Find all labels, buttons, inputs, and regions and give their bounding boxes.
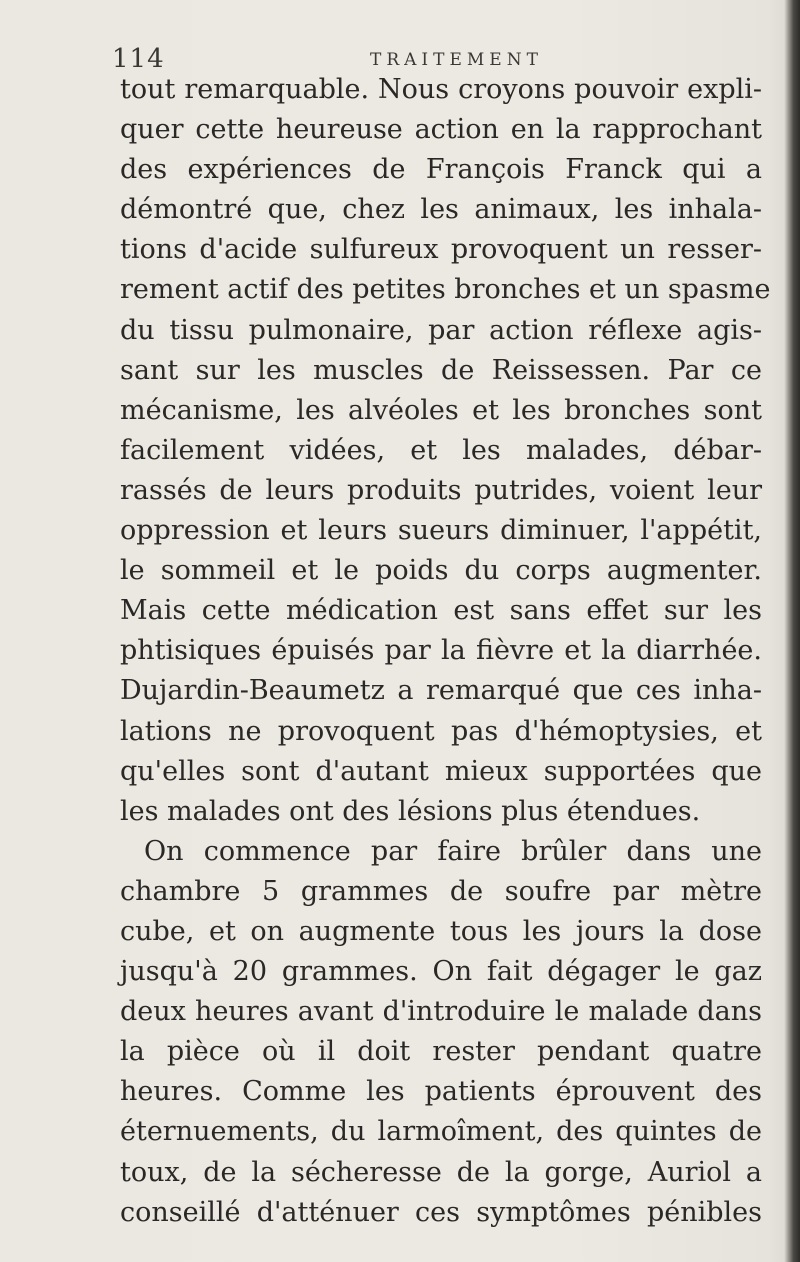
text-line: quer cette heureuse action en la rapprochant <box>120 114 762 146</box>
text-line: cube, et on augmente tous les jours la dose <box>120 915 762 947</box>
text-line: oppression et leurs sueurs diminuer, l'appétit, <box>120 515 762 547</box>
running-head-title: TRAITEMENT <box>370 50 543 70</box>
page-binding-edge <box>784 0 800 1262</box>
text-line: Mais cette médication est sans effet sur les <box>120 595 762 627</box>
text-line: deux heures avant d'introduire le malade dans <box>120 996 762 1028</box>
text-line: qu'elles sont d'autant mieux supportées que <box>120 755 762 787</box>
text-line: heures. Comme les patients éprouvent des <box>120 1076 762 1108</box>
text-line: chambre 5 grammes de soufre par mètre <box>120 875 762 907</box>
text-line: éternuements, du larmoîment, des quintes de <box>120 1116 762 1148</box>
text-line: tions d'acide sulfureux provoquent un resser- <box>120 234 762 266</box>
text-line: facilement vidées, et les malades, débar- <box>120 434 762 466</box>
text-line: lations ne provoquent pas d'hémoptysies, et <box>120 715 762 747</box>
text-line: démontré que, chez les animaux, les inhala- <box>120 194 762 226</box>
text-line: du tissu pulmonaire, par action réflexe agis- <box>120 314 762 346</box>
text-line: rement actif des petites bronches et un spasme <box>120 274 771 306</box>
text-line: mécanisme, les alvéoles et les bronches sont <box>120 394 762 426</box>
text-line: la pièce où il doit rester pendant quatre <box>120 1036 762 1068</box>
text-line: conseillé d'atténuer ces symptômes pénibles <box>120 1196 762 1228</box>
text-line: les malades ont des lésions plus étendues. <box>120 795 701 827</box>
page-number: 114 <box>112 44 165 74</box>
text-line: Dujardin-Beaumetz a remarqué que ces inha- <box>120 675 762 707</box>
text-line: le sommeil et le poids du corps augmenter. <box>120 555 762 587</box>
paragraph-first-line: On commence par faire brûler dans une <box>144 835 762 867</box>
text-line: tout remarquable. Nous croyons pouvoir expli- <box>120 74 762 105</box>
text-line: jusqu'à 20 grammes. On fait dégager le gaz <box>120 956 762 988</box>
body-text <box>120 70 771 1233</box>
text-line: phtisiques épuisés par la fièvre et la diarrhée. <box>120 635 762 667</box>
text-line: rassés de leurs produits putrides, voient leur <box>120 474 762 506</box>
text-line: des expériences de François Franck qui a <box>120 154 762 186</box>
text-line: sant sur les muscles de Reissessen. Par ce <box>120 354 762 386</box>
text-line: toux, de la sécheresse de la gorge, Auriol a <box>120 1156 762 1188</box>
